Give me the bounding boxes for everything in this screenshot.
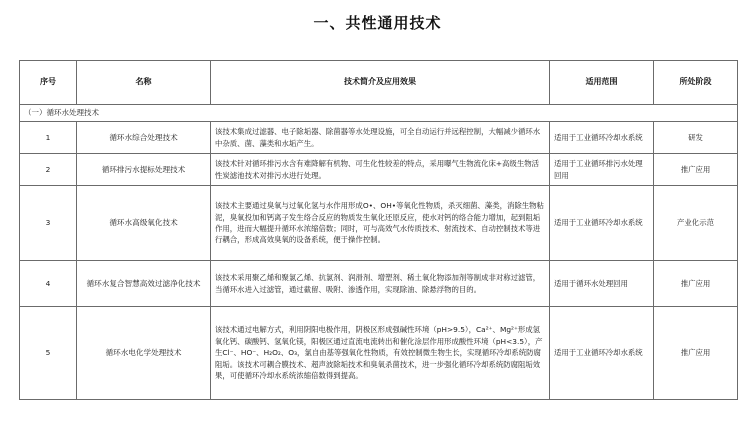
row-description: 该技术通过电解方式，利用阴阳电极作用，阴极区形成强碱性环境（pH>9.5），Ca²⁺、Mg²⁺形成氢氧化钙、碳酸钙、氢氧化镁，阳极区通过直流电流转出和催化涂层作用形成酸性环境（pH<3.5），产生Cl⁻、HO⁻、H₂O₂、O₃，氯自由基等强氧化性物质，有效控制微生物生长，实现循环冷却系统防腐阻垢。该技术可耦合膜技术、超声波除垢技术和臭氧杀菌技术，进一步强化循环冷却系统防腐阻垢效果，可使循环冷却水系统浓缩倍数得到提高。 <box>211 307 550 400</box>
header-description: 技术简介及应用效果 <box>211 61 550 105</box>
row-scope: 适用于工业循环排污水处理回用 <box>550 154 654 186</box>
row-index: 1 <box>20 122 77 154</box>
section-row <box>20 105 738 122</box>
row-scope: 适用于工业循环冷却水系统 <box>550 122 654 154</box>
table-row <box>20 154 738 186</box>
table-row <box>20 122 738 154</box>
header-index: 序号 <box>20 61 77 105</box>
row-description: 该技术针对循环排污水含有难降解有机物、可生化性较差的特点，采用曝气生物流化床+高级生物活性炭滤池技术对排污水进行处理。 <box>211 154 550 186</box>
row-name: 循环水综合处理技术 <box>77 122 211 154</box>
row-index: 2 <box>20 154 77 186</box>
table-row <box>20 261 738 307</box>
row-index: 4 <box>20 261 77 307</box>
row-stage: 研发 <box>654 122 738 154</box>
row-name: 循环排污水提标处理技术 <box>77 154 211 186</box>
row-name: 循环水电化学处理技术 <box>77 307 211 400</box>
table-header-row <box>20 61 738 105</box>
header-stage: 所处阶段 <box>654 61 738 105</box>
row-name: 循环水高级氧化技术 <box>77 186 211 261</box>
section-label: （一）循环水处理技术 <box>20 105 738 122</box>
row-stage: 推广应用 <box>654 261 738 307</box>
header-scope: 适用范围 <box>550 61 654 105</box>
row-scope: 适用于工业循环冷却水系统 <box>550 186 654 261</box>
page-title: 一、共性通用技术 <box>313 14 442 32</box>
table-row <box>20 307 738 400</box>
row-index: 5 <box>20 307 77 400</box>
row-scope: 适用于工业循环冷却水系统 <box>550 307 654 400</box>
row-description: 该技术主要通过臭氧与过氧化氢与水作用形成O•、OH•等氧化性物质，杀灭细菌、藻类，消除生物粘泥，臭氧投加和钙离子发生络合反应的物质发生氧化还原反应，使水对钙的络合能力增加，起到阻垢作用，进而大幅提升循环水浓缩倍数；同时，可与高效气水传质技术、射流技术、自动控制技术等进行耦合，形成高效臭氧的设备系统，便于操作控制。 <box>211 186 550 261</box>
row-scope: 适用于循环水处理回用 <box>550 261 654 307</box>
row-stage: 推广应用 <box>654 154 738 186</box>
row-stage: 产业化示范 <box>654 186 738 261</box>
technology-table <box>19 60 738 400</box>
row-stage: 推广应用 <box>654 307 738 400</box>
header-name: 名称 <box>77 61 211 105</box>
row-index: 3 <box>20 186 77 261</box>
table-row <box>20 186 738 261</box>
row-description: 该技术采用聚乙烯和聚氯乙烯、抗氯剂、润滑剂、增塑剂、稀土氧化物添加剂等制成非对称过滤管，当循环水进入过滤管，通过截留、吸附、渗透作用，实现除油、除悬浮物的目的。 <box>211 261 550 307</box>
row-name: 循环水复合智慧高效过滤净化技术 <box>77 261 211 307</box>
row-description: 该技术集成过滤器、电子除垢器、除菌器等水处理设施，可全自动运行并远程控制，大幅减少循环水中杂质、菌、藻类和水垢产生。 <box>211 122 550 154</box>
